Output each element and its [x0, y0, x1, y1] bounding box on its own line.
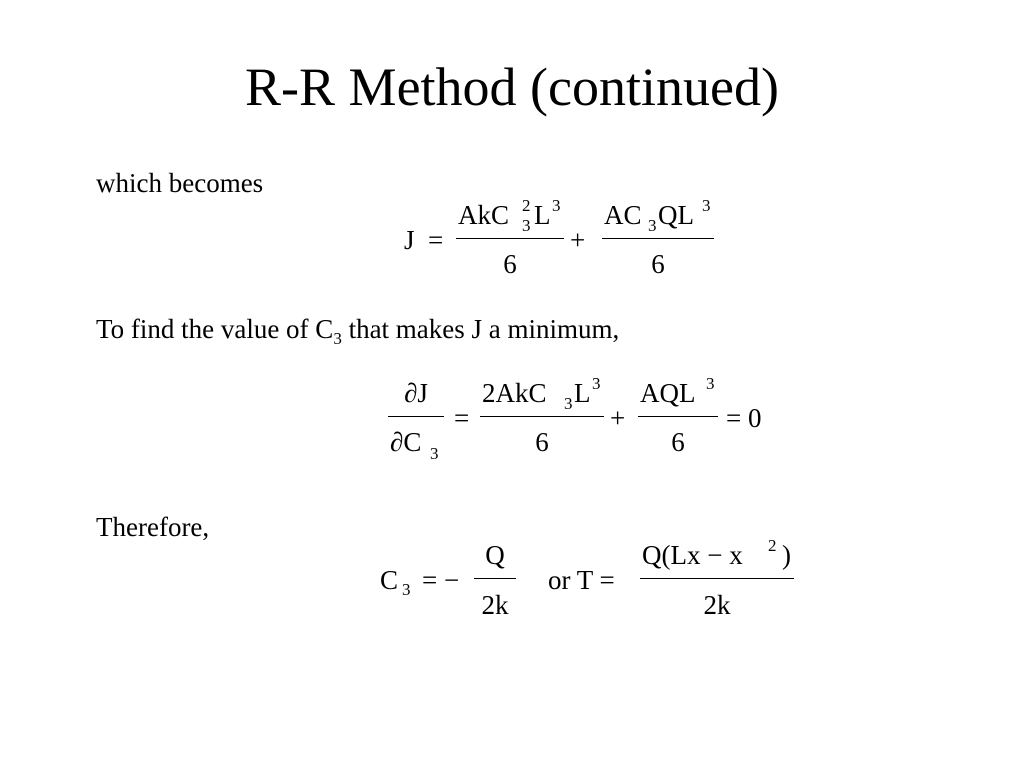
eq3-frac2-sup: 2: [768, 536, 777, 555]
eq3-frac2-num: Q(Lx − x: [642, 540, 743, 570]
eq3-lhs-c: C: [380, 565, 399, 595]
eq1-term1-num-l: L: [534, 200, 551, 230]
eq2-rhs: = 0: [726, 403, 762, 433]
text-find-minimum-sub: 3: [333, 329, 342, 348]
eq1-term2-sup-3: 3: [702, 196, 711, 215]
eq1-plus: +: [570, 225, 586, 255]
eq1-term1-sub-3: 3: [522, 216, 531, 235]
eq1-term2-fraction-bar: [602, 238, 714, 239]
eq2-term1-den: 6: [535, 427, 549, 457]
text-therefore: Therefore,: [96, 512, 210, 542]
eq2-term1-sub-3: 3: [564, 394, 573, 413]
eq1-equals: =: [428, 225, 444, 255]
eq1-term2-den: 6: [651, 249, 665, 279]
eq2-term2-den: 6: [671, 427, 685, 457]
eq3-frac1-den: 2k: [481, 590, 509, 620]
eq2-term1-fraction-bar: [480, 416, 604, 417]
slide-title: R-R Method (continued): [245, 57, 779, 117]
eq3-frac2-den: 2k: [703, 590, 731, 620]
eq1-term2-num-ql: QL: [658, 200, 694, 230]
eq1-term1-sup-2: 2: [522, 196, 531, 215]
eq2-d-fraction-bar: [388, 416, 444, 417]
eq3-equals-neg: = −: [422, 565, 460, 595]
eq2-equals: =: [454, 403, 470, 433]
eq1-term1-fraction-bar: [456, 238, 564, 239]
eq3-or-t-equals: or T =: [548, 565, 615, 595]
eq1-term1-den: 6: [503, 249, 517, 279]
eq1-term1-num-akc: AkC: [458, 200, 510, 230]
eq3-lhs-sub: 3: [402, 580, 411, 599]
eq1-term1-sup-3: 3: [552, 196, 561, 215]
eq2-d-den: ∂C: [390, 427, 422, 457]
eq2-plus: +: [610, 403, 626, 433]
eq2-d-den-sub: 3: [430, 444, 439, 463]
eq2-term1-num-l: L: [574, 378, 591, 408]
text-find-minimum-pre: To find the value of C: [96, 314, 334, 344]
eq1-term2-num-ac: AC: [604, 200, 642, 230]
eq3-frac2-bar: [640, 578, 794, 579]
eq2-term1-num-2akc: 2AkC: [482, 378, 547, 408]
eq2-term2-sup-3: 3: [706, 374, 715, 393]
eq3-frac1-num: Q: [485, 540, 505, 570]
eq2-term1-sup-3: 3: [592, 374, 601, 393]
eq3-frac1-bar: [474, 578, 516, 579]
eq2-term2-num: AQL: [640, 378, 696, 408]
eq2-d-num: ∂J: [404, 378, 428, 408]
eq3-frac2-num-close: ): [782, 540, 791, 570]
eq1-term2-sub-3: 3: [648, 216, 657, 235]
eq1-lhs-j: J: [404, 225, 415, 255]
text-find-minimum: [96, 312, 619, 356]
eq2-term2-fraction-bar: [638, 416, 718, 417]
text-which-becomes: which becomes: [96, 168, 264, 198]
text-find-minimum-post: that makes J a minimum,: [341, 314, 620, 344]
